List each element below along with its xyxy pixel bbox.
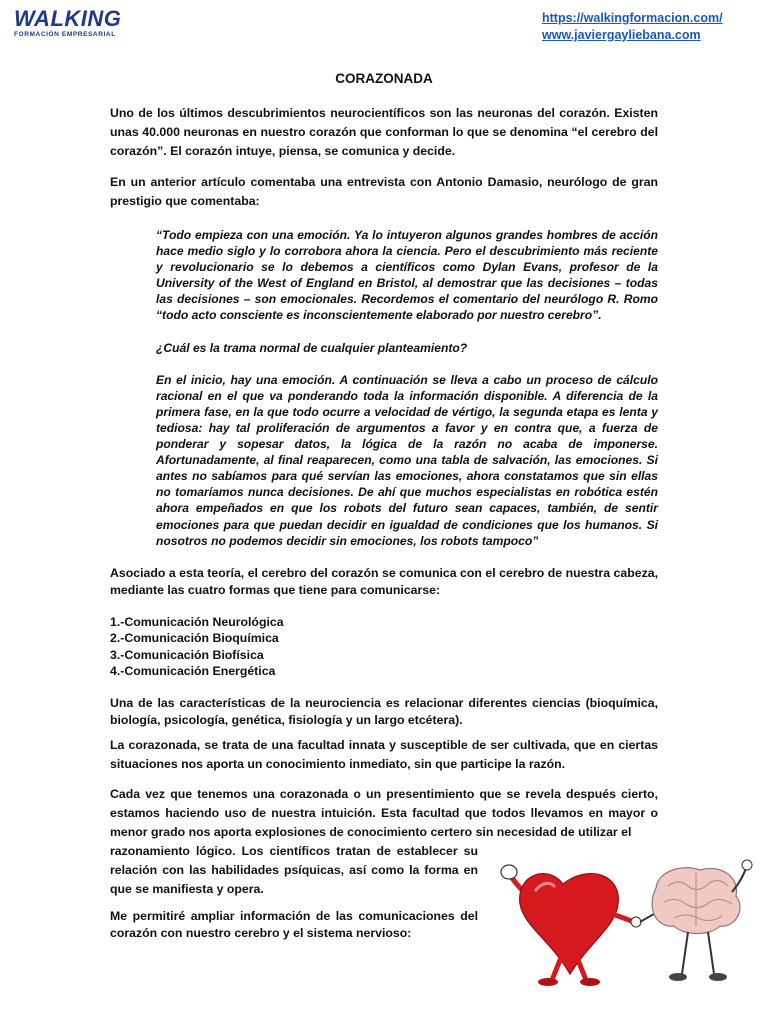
list-item: 4.-Comunicación Energética xyxy=(110,664,276,679)
header-links xyxy=(542,10,723,44)
javiergayliebana-link[interactable]: www.javiergayliebana.com xyxy=(542,28,701,42)
paragraph-intuicion: Cada vez que tenemos una corazonada o un presentimiento que se revela después cierto, estamos haciendo uso de nuestra intuición. Esta facultad que todos llevamos en mayor o menor grado nos aporta explosiones de conocimiento certero sin necesidad de utilizar el xyxy=(110,786,658,839)
quote-question: ¿Cuál es la trama normal de cualquier planteamiento? xyxy=(156,340,468,355)
heart-brain-illustration xyxy=(488,856,756,988)
heart-shoe-left xyxy=(538,978,558,986)
walking-logo xyxy=(14,8,121,38)
logo-subtitle: FORMACIÓN EMPRESARIAL xyxy=(14,31,116,38)
paragraph-damasio: En un anterior artículo comentaba una entrevista con Antonio Damasio, neurólogo de gran prestigio que comentaba: xyxy=(110,175,658,208)
quote-emocion: “Todo empieza con una emoción. Ya lo intuyeron algunos grandes hombres de acción hace medio siglo y lo corrobora ahora la ciencia. Pero el descubrimiento más reciente y revolucionario se lo debemos a científicos como Dylan Evans, profesor de la University of the West of England en Bristol, al demostrar que las decisiones – todas las decisiones – son emocionales. Recordemos el comentario del neurólogo R. Romo “todo acto consciente es inconscientemente elaborado por nuestro cerebro”. xyxy=(156,228,658,323)
communication-list xyxy=(110,614,658,680)
brain-glove-right xyxy=(742,860,752,870)
page-title: CORAZONADA xyxy=(335,71,433,86)
brain-shoe-left xyxy=(669,973,687,981)
quote-inicio: En el inicio, hay una emoción. A continuación se lleva a cabo un proceso de cálculo racional en el que va ponderando toda la información disponible. A diferencia de la primera fase, en la que todo ocurre a velocidad de vértigo, la segunda etapa es lenta y tediosa: hay tal proliferación de argumentos a favor y en contra que, a fuerza de ponderar y sopesar datos, la lógica de la razón no acaba de imponerse. Afortunadamente, al final reaparecen, como una tabla de salvación, las emociones. Si antes no sabíamos para qué servían las emociones, ahora constatamos que sin ellas no tomaríamos nunca decisiones. De ahí que muchos especialistas en robótica estén ahora empeñados en que los robots del futuro sean capaces, también, de sentir emociones para que puedan decidir en igualdad de condiciones que los humanos. Si nosotros no podemos decidir sin emociones, los robots tampoco” xyxy=(156,372,658,548)
logo-text: WALKING xyxy=(14,6,122,31)
heart-glove-left xyxy=(501,865,517,879)
document-body xyxy=(110,104,658,942)
paragraph-ampliar: Me permitiré ampliar información de las comunicaciones del corazón con nuestro cerebro y el sistema nervioso: xyxy=(110,908,478,940)
brain-legs xyxy=(682,932,714,974)
walkingformacion-link[interactable]: https://walkingformacion.com/ xyxy=(542,11,723,25)
list-item: 2.-Comunicación Bioquímica xyxy=(110,631,279,646)
paragraph-intro: Uno de los últimos descubrimientos neurocientíficos son las neuronas del corazón. Existen unas 40.000 neuronas en nuestro corazón que conforman lo que se denomina “el cerebro del corazón”. El corazón intuye, piensa, se comunica y decide. xyxy=(110,106,658,158)
paragraph-corazonada: La corazonada, se trata de una facultad innata y susceptible de ser cultivada, que en ciertas situaciones nos aporta un conocimiento inmediato, sin que participe la razón. xyxy=(110,737,658,771)
list-item: 1.-Comunicación Neurológica xyxy=(110,614,284,629)
hands-joined xyxy=(631,917,641,927)
paragraph-asociado: Asociado a esta teoría, el cerebro del corazón se comunica con el cerebro de nuestra cabeza, mediante las cuatro formas que tiene para comunicarse: xyxy=(110,565,658,597)
list-item: 3.-Comunicación Biofísica xyxy=(110,647,264,662)
paragraph-neurociencia: Una de las características de la neurociencia es relacionar diferentes ciencias (bioquímica, biología, psicología, genética, fisiología y un largo etcétera). xyxy=(110,695,658,727)
heart-icon xyxy=(520,874,619,974)
brain-shoe-right xyxy=(709,973,727,981)
paragraph-intuicion-cont: razonamiento lógico. Los científicos tratan de establecer su relación con las habilidades psíquicas, así como la forma en que se manifiesta y opera. xyxy=(110,843,478,896)
heart-shoe-right xyxy=(580,978,600,986)
